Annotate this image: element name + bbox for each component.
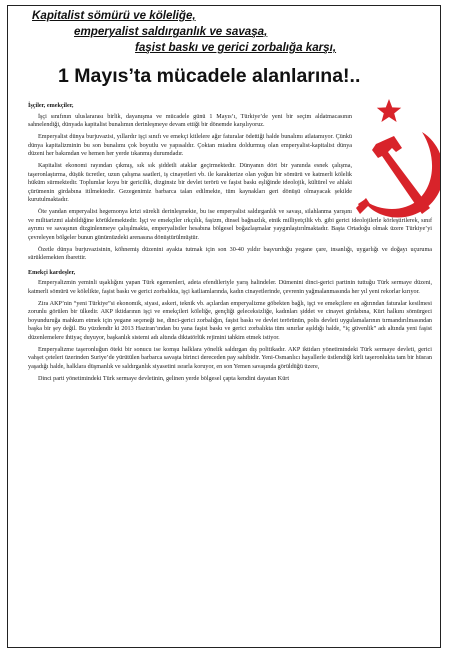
leaflet-page: [7, 5, 441, 648]
section-heading-2: Emekçi kardeşler,: [28, 269, 76, 276]
section-heading-1: İşçiler, emekçiler,: [28, 103, 74, 109]
paragraph: Özetle dünya burjuvazisinin, köhnemiş düzenini ayakta tutmak için son 30-40 yıldır başvurduğu yegane çare, insanlığı, uygarlığı ve doğayı uçuruma sürüklemekten ibarettir.: [28, 246, 432, 261]
article-body: [28, 96, 432, 387]
paragraph: Kapitalist ekonomi rayından çıkmış, sık sık şiddetli ataklar geçirmektedir. Dünyanın dört bir yanında esnek çalışma, taşeronlaştırma, düşük ücretler, uzun çalışma saatleri, iş cinayetleri vb. ile karakterize olan yoğun bir sömürü ve katmerli kölelik hüküm sürmektedir. Toplumlar koyu bir gericilik, dizginsiz bir devlet terörü ve faşist baskı eşliğinde ideolojik, kültürel ve ahlaki çürümenin girdabına itilmektedir. Gezegenimiz barbarca talan edilmekte, tüm kaynakları geri dönüşü olmayacak şekilde kurutulmaktadır.: [28, 163, 352, 203]
page-title: 1 Mayıs’ta mücadele alanlarına!..: [58, 65, 361, 87]
headline-line-3: faşist baskı ve gerici zorbalığa karşı,: [135, 41, 337, 54]
paragraph: İşçi sınıfının uluslararası birlik, dayanışma ve mücadele günü 1 Mayıs’ı, Türkiye’de yeni bir seçim aldatmacasının sahnelendiği, dünyada kapitalist bunalımın derinleşmeye devam ettiği bir dönemde karşılıyoruz.: [28, 113, 352, 128]
emblem-wrap-space: [352, 96, 432, 214]
paragraph: Emperyalizmin yeminli uşaklığını yapan Türk egemenleri, adeta efendileriyle yarış halindeler. Dümenini dinci-gerici partinin tuttuğu Türk sermaye düzeni, katmerli sömürü ve kölelikte, faşist baskı ve gerici zorbalıkta, işçi katliamlarında, kadın cinayetlerinde, çevrenin yağmalanmasında her yıl yeni rekorlar kırıyor.: [28, 280, 432, 295]
headline-line-2: emperyalist saldırganlık ve savaşa,: [74, 25, 268, 38]
paragraph: Emperyalist dünya burjuvazisi, yıllardır işçi sınıfı ve emekçi kitlelere ağır faturalar ödettiği halde bunalımı atlatamıyor. Çünkü dünya kapitalizminin bu son bunalımı çok boyutlu ve yapısaldır. Çoktan miadını doldurmuş olan emperyalist-kapitalist dünya düzeni her bakımdan ve hemen her yerde tıkanmış durumdadır.: [28, 134, 352, 157]
headline-line-1: Kapitalist sömürü ve köleliğe,: [32, 9, 196, 22]
paragraph: Öte yandan emperyalist hegemonya krizi sürekli derinleşmekte, bu ise emperyalist saldırganlık ve savaşı, silahlanma yarışını ve militarizmi alabildiğine körüklemektedir. İşçi ve emekçiler ırkçılık, faşizm, dinsel bağnazlık, etnik milliyetçilik vb. gibi gerici ideolojilerle körleştirilerek, sınıf ayrımı ve savaşının dizginlenmeye çalışılmakta, emperyalistler hesabına bölgesel boğazlaşmalar yaygınlaştırılmaktadır. Başta Ortadoğu olmak üzere Türkiye’yi çevreleyen bölgeler bunun günümüzdeki arenasına dönüştürülmüştür.: [28, 209, 432, 241]
paragraph: Zira AKP’nin “yeni Türkiye”si ekonomik, siyasi, askeri, teknik vb. açılardan emperyalizme göbekten bağlı, işçi ve emekçilere en ağırından faturalar kesilmesi zorunlu görülen bir ülkedir. AKP iktidarının işçi ve emekçileri köleliğe, gençliği geleceksizliğe, kadınları şiddet ve cinayet girdabına, Kürt halkını sömürgeci boyunduruğa mahkum etmek için yegane seçeneği ise, dinci-gerici zorbalığın, faşist baskı ve devlet terörünün, polis devleti uygulamalarının tırmandırılmasından başka bir şey değil. Bu yüzdendir ki 2013 Haziran’ından bu yana faşist baskı ve gerici zorbalıkta tüm sınırlar aşıldığı halde, “iç güvenlik” adı altında yeni faşist düzenlemelere ihtiyaç duyuyor, başkanlık sistemi adı altında diktatörlük rejimini tahkim etmek istiyor.: [28, 300, 432, 341]
paragraph: Emperyalizme taşeronluğun öteki bir sonucu ise komşu halklara yönelik saldırgan dış politikadır. AKP iktidarı yönetimindeki Türk sermaye devleti, gerici vahşet çeteleri üzerinden Suriye’de yürütülen barbarca savaşta birinci dereceden pay sahibidir. Yeni-Osmanlıcı hayallerle üstlendiği kirli taşeronlukta tam bir hüsran yaşadığı halde, halklara düşmanlık ve saldırganlık siyasetini ısrarla koruyor, en son Yemen savaşında görüldüğü üzere,: [28, 346, 432, 370]
paragraph: Dinci parti yönetimindeki Türk sermaye devletinin, gelinen yerde bölgesel çapta kendini dayatan Kürt: [38, 375, 290, 382]
